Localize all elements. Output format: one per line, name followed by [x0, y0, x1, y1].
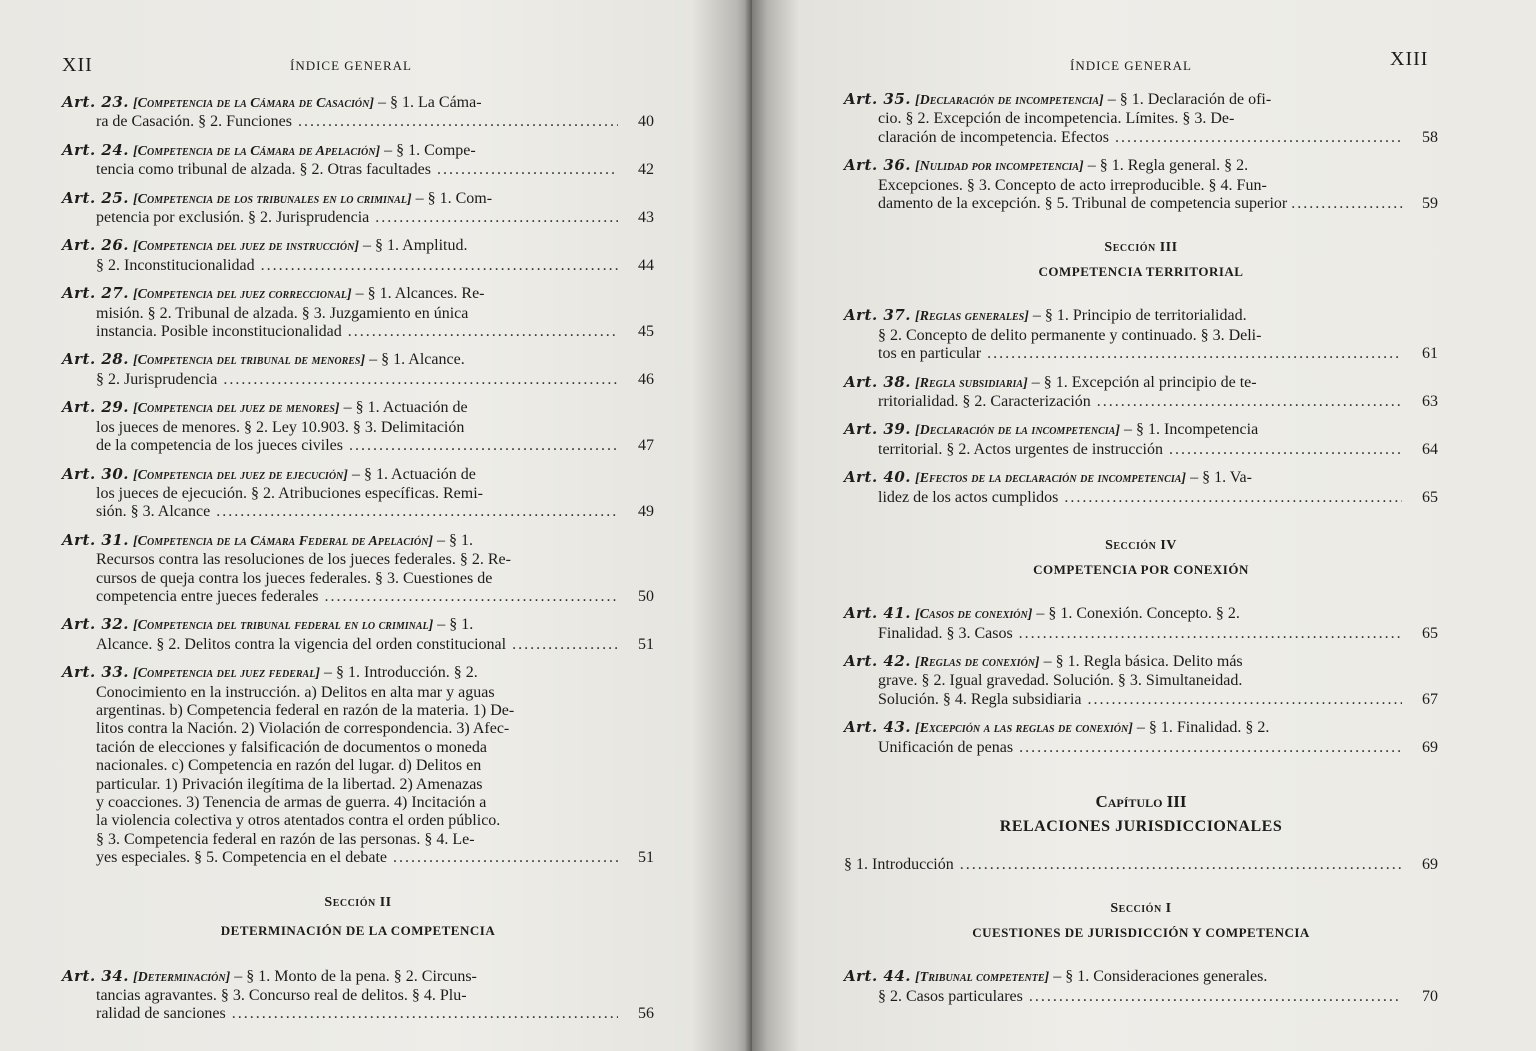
toc-entry-art-36: Art. 36. [Nulidad por incompetencia] – § 1. Regla general. § 2. Excepciones. § 3. Concepto de acto irreproducible. § 4. Fun- damento de la excepción. § 5. Tribunal de competencia superior ..... 59: [844, 156, 1438, 213]
page-ref: 40: [638, 113, 654, 131]
toc-entry-art-34: Art. 34. [Determinación] – § 1. Monto de la pena. § 2. Circuns- tancias agravantes. § 3. Concurso real de delitos. § 4. Plu- ralidad de sanciones ..... 56: [62, 967, 654, 1024]
toc-entry-art-40: Art. 40. [Efectos de la declaración de incompetencia] – § 1. Va- lidez de los actos cumplidos ..... 65: [844, 468, 1438, 507]
left-page-header: [62, 54, 622, 78]
toc-entry-art-33: Art. 33. [Competencia del juez federal] – § 1. Introducción. § 2. Conocimiento en la instrucción. a) Delitos en alta mar y aguas argentinas. b) Competencia federal en razón de la materia. 1) De- litos contra la Nación. 2) Violación de correspondencia. 3) Afec- tación de elecciones y falsificación de documentos o moneda nacionales. c) Competencia en razón del lugar. d) Delitos en particular. 1) Privación ilegítima de la libertad. 2) Amenazas y coacciones. 3) Tenencia de armas de guerra. 4) Incitación a la violencia colectiva y otros atentados contra el orden público. § 3. Competencia federal en razón de las personas. § 4. Le- yes especiales. § 5. Competencia en el debate ..... 51: [62, 663, 654, 867]
page-ref: 50: [638, 587, 654, 605]
page-ref: 43: [638, 209, 654, 227]
left-entries: [62, 93, 654, 1033]
toc-entry-art-35: Art. 35. [Declaración de incompetencia] – § 1. Declaración de ofi- cio. § 2. Excepción de incompetencia. Límites. § 3. De- claración de incompetencia. Efectos ..... 58: [844, 90, 1438, 147]
toc-entry-art-28: Art. 28. [Competencia del tribunal de menores] – § 1. Alcance. § 2. Jurisprudencia ..... 46: [62, 350, 654, 389]
page-ref: 69: [1422, 738, 1438, 756]
section-label: Sección III: [1104, 240, 1178, 256]
right-entries: [844, 90, 1438, 1015]
page-number: XII: [62, 54, 93, 76]
page-ref: 45: [638, 323, 654, 341]
page-ref: 47: [638, 437, 654, 455]
toc-entry-art-24: Art. 24. [Competencia de la Cámara de Apelación] – § 1. Compe- tencia como tribunal de alzada. § 2. Otras facultades ..... 42: [62, 141, 654, 180]
toc-entry-art-27: Art. 27. [Competencia del juez correccional] – § 1. Alcances. Re- misión. § 2. Tribunal de alzada. § 3. Juzgamiento en única instancia. Posible inconstitucionalidad ..... 45: [62, 284, 654, 341]
toc-entry-art-32: Art. 32. [Competencia del tribunal federal en lo criminal] – § 1. Alcance. § 2. Delitos contra la vigencia del orden constitucional ..... 51: [62, 615, 654, 654]
running-title: ÍNDICE GENERAL: [290, 58, 412, 73]
page-ref: 49: [638, 503, 654, 521]
toc-entry-art-37: Art. 37. [Reglas generales] – § 1. Principio de territorialidad. § 2. Concepto de delito permanente y continuado. § 3. Deli- tos en particular ..... 61: [844, 306, 1438, 363]
page-ref: 59: [1422, 195, 1438, 213]
page-ref: 67: [1422, 690, 1438, 708]
page-ref: 56: [638, 1005, 654, 1023]
page-ref: 46: [638, 370, 654, 388]
toc-entry-introduccion: § 1. Introducción ..... 69: [844, 856, 1438, 874]
chapter-label: Capítulo III: [1095, 791, 1187, 811]
page-ref: 64: [1422, 440, 1438, 458]
page-ref: 70: [1422, 987, 1438, 1005]
section-title: COMPETENCIA TERRITORIAL: [1038, 264, 1244, 280]
toc-entry-art-23: Art. 23. [Competencia de la Cámara de Casación] – § 1. La Cáma- ra de Casación. § 2. Funciones ..... 40: [62, 93, 654, 132]
toc-entry-art-31: Art. 31. [Competencia de la Cámara Federal de Apelación] – § 1. Recursos contra las resoluciones de los jueces federales. § 2. Re- cursos de queja contra los jueces federales. § 3. Cuestiones de competencia entre jueces federales ..... 50: [62, 531, 654, 607]
toc-entry-art-39: Art. 39. [Declaración de la incompetencia] – § 1. Incompetencia territorial. § 2. Actos urgentes de instrucción ..... 64: [844, 420, 1438, 459]
section-label: Sección IV: [1105, 538, 1177, 554]
toc-entry-art-43: Art. 43. [Excepción a las reglas de conexión] – § 1. Finalidad. § 2. Unificación de penas ..... 69: [844, 718, 1438, 757]
page-ref: 69: [1422, 855, 1438, 873]
section-title: COMPETENCIA POR CONEXIÓN: [1033, 562, 1249, 578]
section-label: Sección II: [324, 894, 392, 910]
page-ref: 44: [638, 256, 654, 274]
toc-entry-art-30: Art. 30. [Competencia del juez de ejecución] – § 1. Actuación de los jueces de ejecución. § 2. Atribuciones específicas. Remi- sión. § 3. Alcance ..... 49: [62, 465, 654, 522]
section-label: Sección I: [1110, 901, 1172, 917]
toc-entry-art-41: Art. 41. [Casos de conexión] – § 1. Conexión. Concepto. § 2. Finalidad. § 3. Casos ..... 65: [844, 604, 1438, 643]
toc-entry-art-25: Art. 25. [Competencia de los tribunales en lo criminal] – § 1. Com- petencia por exclusión. § 2. Jurisprudencia ..... 43: [62, 189, 654, 228]
section-title: DETERMINACIÓN DE LA COMPETENCIA: [220, 922, 496, 938]
running-title: ÍNDICE GENERAL: [1070, 58, 1192, 73]
page-ref: 58: [1422, 128, 1438, 146]
chapter-title: RELACIONES JURISDICCIONALES: [999, 817, 1283, 835]
page-ref: 65: [1422, 488, 1438, 506]
toc-entry-art-38: Art. 38. [Regla subsidiaria] – § 1. Excepción al principio de te- rritorialidad. § 2. Caracterización ..... 63: [844, 373, 1438, 412]
right-page: [752, 0, 1536, 1051]
left-page: [0, 0, 752, 1051]
page-ref: 65: [1422, 624, 1438, 642]
toc-entry-art-42: Art. 42. [Reglas de conexión] – § 1. Regla básica. Delito más grave. § 2. Igual gravedad. Solución. § 3. Simultaneidad. Solución. § 4. Regla subsidiaria ..... 67: [844, 652, 1438, 709]
toc-entry-art-44: Art. 44. [Tribunal competente] – § 1. Consideraciones generales. § 2. Casos particulares ..... 70: [844, 967, 1438, 1006]
toc-entry-art-29: Art. 29. [Competencia del juez de menores] – § 1. Actuación de los jueces de menores. § 2. Ley 10.903. § 3. Delimitación de la competencia de los jueces civiles ..... 47: [62, 398, 654, 455]
right-page-header: [844, 48, 1444, 78]
section-title: CUESTIONES DE JURISDICCIÓN Y COMPETENCIA: [972, 925, 1310, 941]
page-number: XIII: [1390, 48, 1429, 70]
page-ref: 51: [638, 849, 654, 867]
toc-entry-art-26: Art. 26. [Competencia del juez de instrucción] – § 1. Amplitud. § 2. Inconstitucionalidad ..... 44: [62, 236, 654, 275]
page-ref: 51: [638, 635, 654, 653]
page-ref: 61: [1422, 345, 1438, 363]
page-ref: 63: [1422, 393, 1438, 411]
page-ref: 42: [638, 161, 654, 179]
